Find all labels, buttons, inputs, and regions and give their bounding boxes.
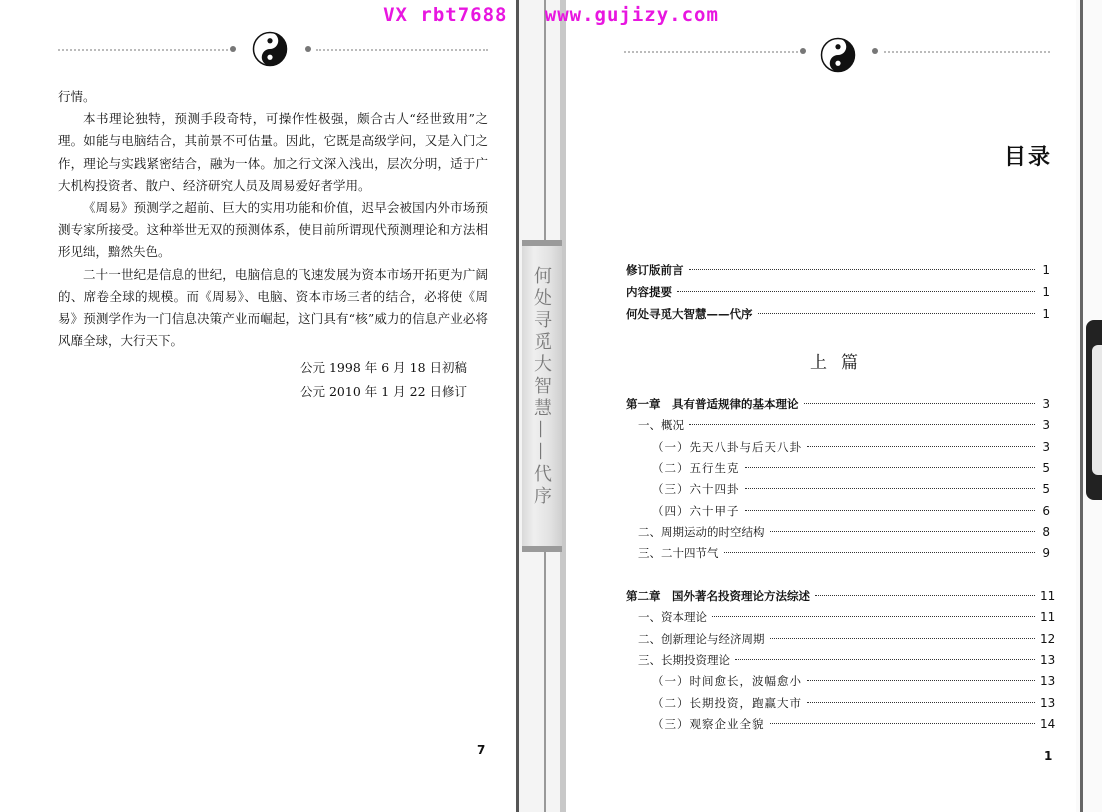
page-number: 1	[1044, 749, 1053, 763]
header-dot	[230, 46, 236, 52]
toc-entry-label: 三、二十四节气	[638, 546, 719, 560]
toc-leader-dots	[745, 510, 1036, 511]
toc-title: 目录	[1003, 145, 1052, 170]
toc-entry-page: 3	[1042, 440, 1050, 454]
toc-entry-label: 二、创新理论与经济周期	[638, 632, 765, 646]
toc-leader-dots	[807, 702, 1035, 703]
toc-entry	[638, 524, 1050, 542]
toc-entry	[638, 652, 1056, 670]
toc-entry-page: 3	[1042, 397, 1050, 411]
toc-entry-page: 1	[1042, 307, 1050, 321]
toc-entry-label: （一）时间愈长，波幅愈小	[652, 674, 802, 688]
toc-entry-label: （二）长期投资，跑赢大市	[652, 696, 802, 710]
toc-entry	[652, 439, 1050, 457]
toc-entry	[638, 609, 1056, 627]
header-rule	[58, 49, 228, 51]
toc-entry-label: 内容提要	[626, 285, 672, 299]
toc-entry-label: 何处寻觅大智慧——代序	[626, 307, 753, 321]
header-dot	[305, 46, 311, 52]
toc-leader-dots	[815, 595, 1035, 596]
toc-entry-page: 13	[1040, 653, 1056, 667]
toc-entry-label: （四）六十甲子	[652, 504, 740, 518]
toc-entry	[652, 695, 1056, 713]
paragraph: 本书理论独特，预测手段奇特，可操作性极强，颇合古人“经世致用”之理。如能与电脑结合，其前景不可估量。因此，它既是高级学问，又是入门之作，理论与实践紧密结合，融为一体。加之行文深入浅出，层次分明，适于广大机构投资者、散户、经济研究人员及周易爱好者学用。	[58, 111, 488, 193]
toc-entry-page: 13	[1040, 696, 1056, 710]
page-number: 7	[477, 743, 486, 757]
toc-entry	[626, 588, 1056, 606]
toc-entry-page: 3	[1042, 418, 1050, 432]
toc-leader-dots	[735, 659, 1035, 660]
toc-leader-dots	[770, 531, 1036, 532]
toc-entry-page: 8	[1042, 525, 1050, 539]
toc-entry	[652, 481, 1050, 499]
toc-entry-page: 5	[1042, 482, 1050, 496]
toc-entry-label: （三）观察企业全貌	[652, 717, 765, 731]
toc-leader-dots	[758, 313, 1036, 314]
signature-line: 公元 1998 年 6 月 18 日初稿	[300, 360, 468, 375]
toc-leader-dots	[770, 723, 1036, 724]
toc-entry-page: 12	[1040, 632, 1056, 646]
toc-entry-page: 1	[1042, 285, 1050, 299]
watermark-text: VX rbt7688 www.gujizy.com	[383, 4, 719, 26]
toc-entry	[638, 631, 1056, 649]
part-heading: 上篇	[810, 353, 872, 373]
yin-yang-icon	[252, 31, 288, 67]
preface-body	[58, 86, 488, 352]
paragraph: 行情。	[58, 89, 96, 104]
toc-entry-page: 6	[1042, 504, 1050, 518]
toc-leader-dots	[724, 552, 1036, 553]
toc-entry	[626, 306, 1050, 324]
toc-entry	[638, 545, 1050, 563]
spine-text: 何处寻觅大智慧——代序	[531, 266, 552, 508]
signature-line: 公元 2010 年 1 月 22 日修订	[300, 384, 468, 399]
toc-leader-dots	[712, 616, 1035, 617]
toc-leader-dots	[807, 446, 1035, 447]
toc-entry-label: （三）六十四卦	[652, 482, 740, 496]
toc-entry-page: 11	[1040, 610, 1056, 624]
toc-entry-page: 14	[1040, 717, 1056, 731]
toc-leader-dots	[770, 638, 1036, 639]
spine-strip	[522, 240, 562, 552]
toc-entry-label: （二）五行生克	[652, 461, 740, 475]
toc-entry	[626, 284, 1050, 302]
toc-entry-label: 第二章 国外著名投资理论方法综述	[626, 589, 810, 603]
toc-entry-label: 二、周期运动的时空结构	[638, 525, 765, 539]
right-page	[566, 0, 1076, 812]
toc-leader-dots	[745, 488, 1036, 489]
toc-entry	[638, 417, 1050, 435]
toc-leader-dots	[689, 424, 1035, 425]
paragraph: 《周易》预测学之超前、巨大的实用功能和价值，迟早会被国内外市场预测专家所接受。这种举世无双的预测体系，使目前所谓现代预测理论和方法相形见绌，黯然失色。	[58, 200, 488, 260]
page-edge-tab	[1092, 345, 1102, 475]
toc-entry	[652, 716, 1056, 734]
page-edge-line	[1080, 0, 1083, 812]
toc-entry-label: （一）先天八卦与后天八卦	[652, 440, 802, 454]
left-page	[0, 0, 516, 812]
toc-leader-dots	[689, 269, 1036, 270]
toc-entry-label: 一、资本理论	[638, 610, 707, 624]
toc-entry-page: 1	[1042, 263, 1050, 277]
toc-leader-dots	[745, 467, 1036, 468]
toc-entry-label: 第一章 具有普适规律的基本理论	[626, 397, 799, 411]
toc-entry-page: 13	[1040, 674, 1056, 688]
toc-entry	[626, 396, 1050, 414]
paragraph: 二十一世纪是信息的世纪，电脑信息的飞速发展为资本市场开拓更为广阔的、席卷全球的规模。而《周易》、电脑、资本市场三者的结合，必将使《周易》预测学作为一门信息决策产业而崛起，这门具有“核”威力的信息产业必将风靡全球，大行天下。	[58, 266, 488, 349]
toc-entry-page: 11	[1040, 589, 1056, 603]
signature-block	[300, 356, 467, 404]
toc-leader-dots	[677, 291, 1035, 292]
toc-entry	[652, 673, 1056, 691]
toc-entry-label: 修订版前言	[626, 263, 684, 277]
toc-entry	[626, 262, 1050, 280]
book-gutter	[516, 0, 566, 812]
toc-leader-dots	[804, 403, 1036, 404]
table-of-contents	[566, 0, 1076, 812]
next-page-edge	[1076, 0, 1102, 812]
toc-entry-label: 一、概况	[638, 418, 684, 432]
toc-entry-page: 5	[1042, 461, 1050, 475]
toc-entry	[652, 503, 1050, 521]
header-rule	[316, 49, 488, 51]
toc-entry-label: 三、长期投资理论	[638, 653, 730, 667]
gutter-edge	[516, 0, 519, 812]
toc-entry-page: 9	[1042, 546, 1050, 560]
toc-entry	[652, 460, 1050, 478]
toc-leader-dots	[807, 680, 1035, 681]
